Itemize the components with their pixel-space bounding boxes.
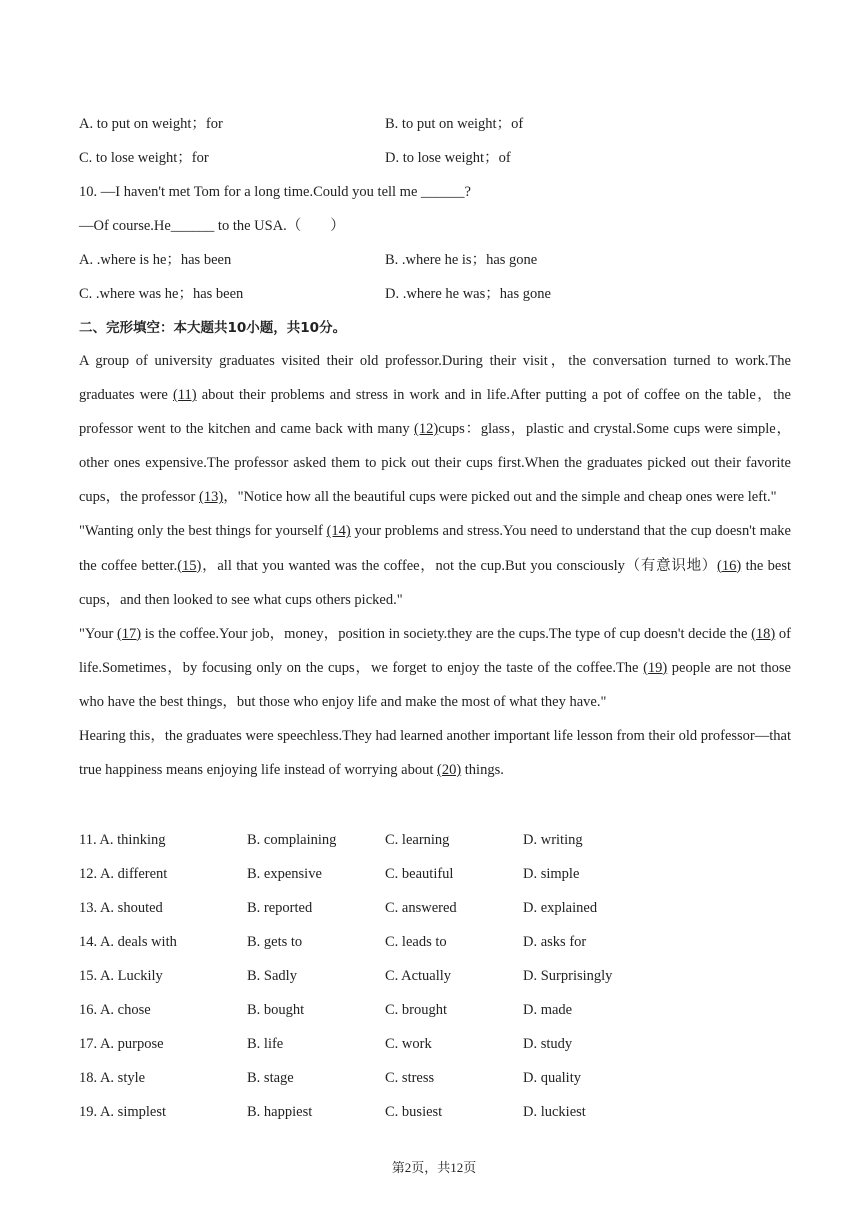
cloze-passage [79, 344, 791, 787]
blank-19: (19) [643, 659, 668, 676]
blank-13: (13) [199, 489, 224, 506]
blank-18: (18) [751, 625, 776, 642]
blank-17: (17) [116, 625, 142, 642]
q9-option-b: B. to put on weight；of [385, 116, 524, 132]
q10-option-b: B. .where he is；has gone [385, 252, 538, 268]
blank-12: (12) [414, 421, 439, 438]
q10-option-a: A. .where is he；has been [79, 252, 232, 268]
q10-answer-line: —Of course.He______ to the USA.（ ） [79, 218, 345, 234]
section-heading: 二、完形填空：本大题共10小题，共10分。 [79, 320, 347, 336]
blank-15: (15) [177, 557, 202, 574]
blank-14: (14) [326, 523, 351, 540]
q10-question: 10. —I haven't met Tom for a long time.Could you tell me ______? [79, 184, 471, 200]
passage-paragraph-4: Hearing this，the graduates were speechless.They had learned another important life lesson from their old professor—that true happiness means enjoying life instead of worrying about (20) things. [79, 728, 791, 779]
q9-option-c: C. to lose weight；for [79, 150, 209, 166]
passage-paragraph-3: "Your (17) is the coffee.Your job，money，position in society.they are the cups.The type of cup doesn't decide the (18) of life.Sometimes，by focusing only on the cups，we forget to enjoy the taste of the coffee.The (19) people are not those who have the best things，but those who enjoy life and make the most of what they have." [79, 625, 791, 710]
blank-11: (11) [172, 387, 197, 404]
q10-option-d: D. .where he was；has gone [385, 286, 551, 302]
q10-option-c: C. .where was he；has been [79, 286, 244, 302]
blank-20: (20) [436, 762, 462, 779]
blank-16: (16) [717, 557, 742, 574]
passage-paragraph-1: A group of university graduates visited their old professor.During their visit，the conversation turned to work.The graduates were (11) about their problems and stress in work and in life.After putting a pot of coffee on the table，the professor went to the kitchen and came back with many (12)cups：glass，plastic and crystal.Some cups were simple，other ones expensive.The professor asked them to pick out their cups first.When the graduates picked out their favorite cups，the professor (13)，"Notice how all the beautiful cups were picked out and the simple and cheap ones were left." [79, 353, 791, 506]
q9-option-a: A. to put on weight；for [79, 116, 223, 132]
page-footer: 第2页，共12页 [391, 1160, 477, 1175]
passage-paragraph-2: "Wanting only the best things for yourself (14) your problems and stress.You need to understand that the cup doesn't make the coffee better.(15)，all that you wanted was the coffee，not the cup.But you consciously（有意识地）(16) the best cups，and then looked to see what cups others picked." [79, 523, 792, 608]
q9-option-d: D. to lose weight；of [385, 150, 511, 166]
